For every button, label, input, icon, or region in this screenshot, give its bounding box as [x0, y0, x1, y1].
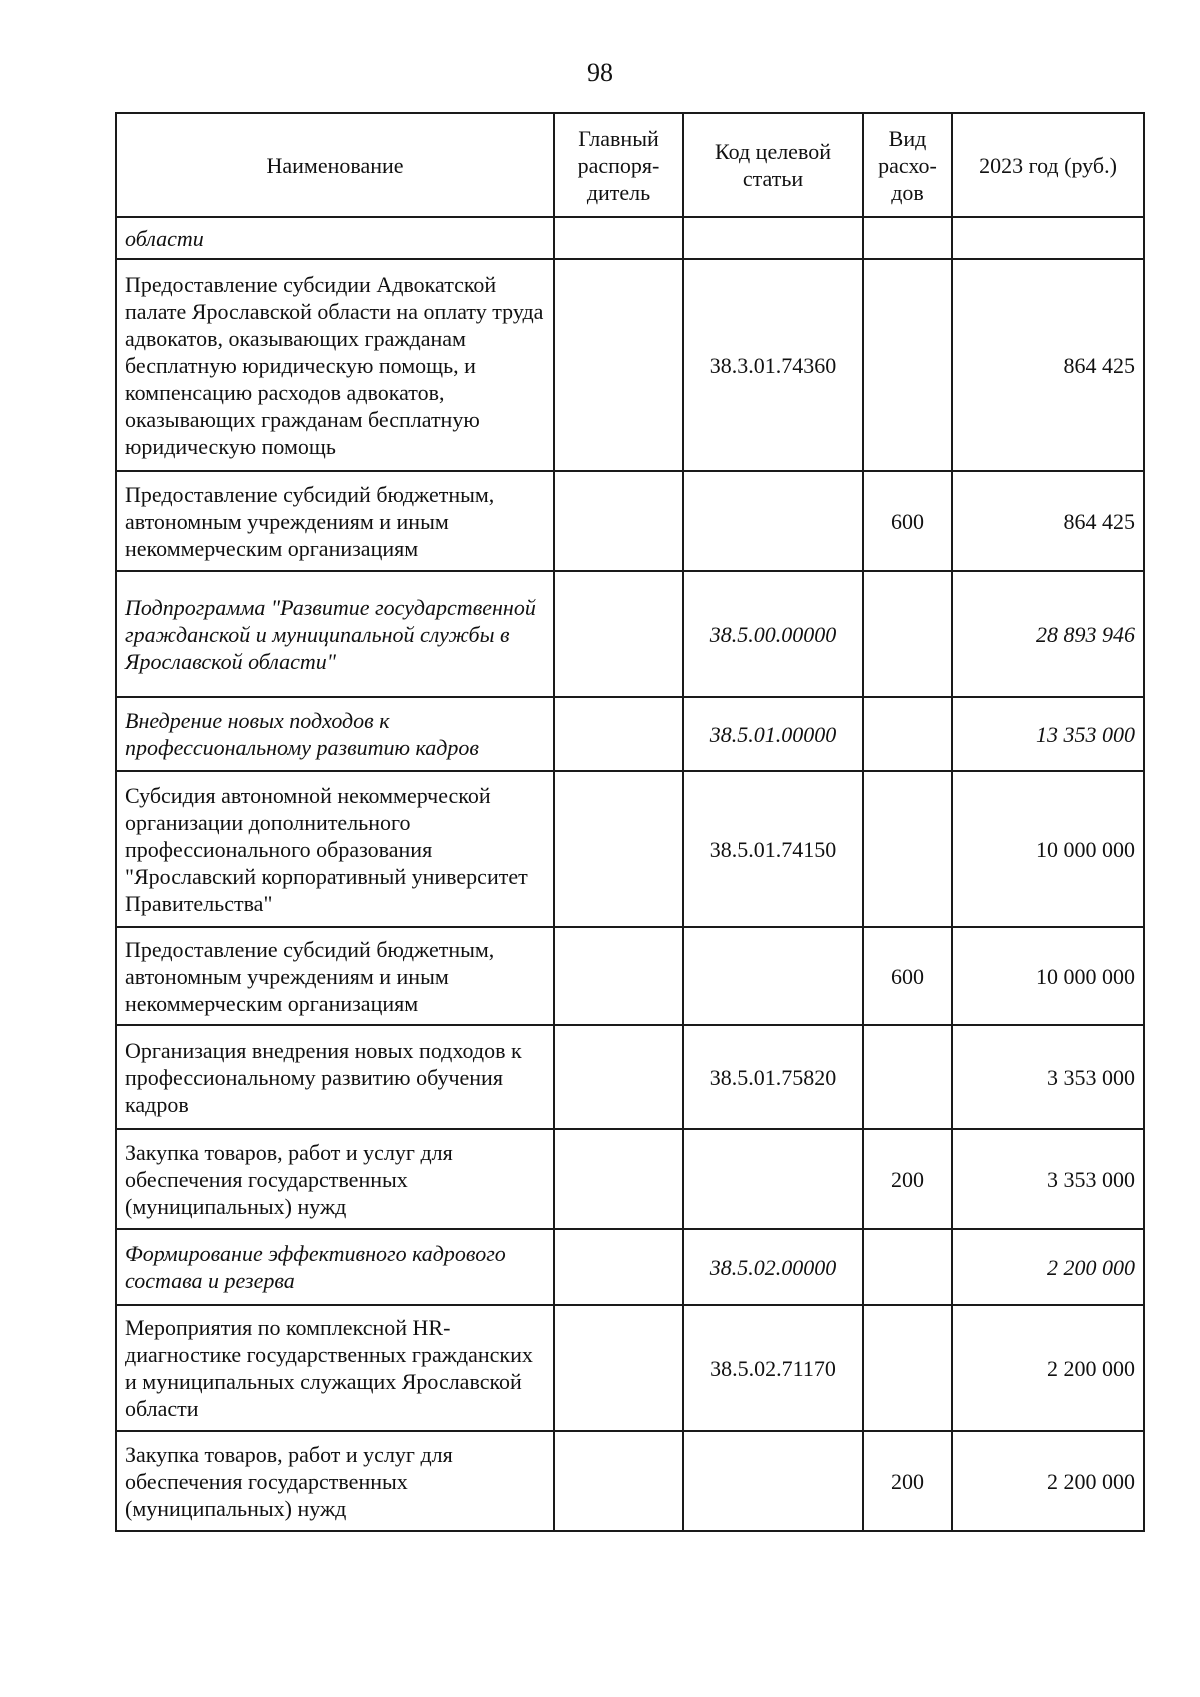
- cell-amount: [952, 217, 1144, 259]
- cell-code: 38.5.01.75820: [683, 1025, 863, 1129]
- cell-amount: 3 353 000: [952, 1129, 1144, 1229]
- table-row: [116, 1305, 1144, 1431]
- cell-type: [863, 771, 952, 927]
- cell-code: [683, 217, 863, 259]
- cell-admin: [554, 217, 683, 259]
- cell-type: 600: [863, 471, 952, 571]
- cell-code: 38.5.02.00000: [683, 1229, 863, 1305]
- cell-name: Субсидия автономной некоммерческой организации дополнительного профессионального образования "Ярославский корпоративный университет Правительства": [116, 771, 554, 927]
- cell-name: Мероприятия по комплексной HR-диагностике государственных гражданских и муниципальных служащих Ярославской области: [116, 1305, 554, 1431]
- cell-type: [863, 259, 952, 471]
- cell-code: 38.5.01.00000: [683, 697, 863, 771]
- table-row: [116, 259, 1144, 471]
- table-row: [116, 697, 1144, 771]
- cell-amount: 13 353 000: [952, 697, 1144, 771]
- table-row: [116, 217, 1144, 259]
- cell-admin: [554, 1129, 683, 1229]
- cell-code: 38.5.02.71170: [683, 1305, 863, 1431]
- cell-admin: [554, 771, 683, 927]
- cell-admin: [554, 1305, 683, 1431]
- cell-admin: [554, 259, 683, 471]
- cell-admin: [554, 697, 683, 771]
- cell-amount: 28 893 946: [952, 571, 1144, 697]
- header-name: Наименование: [116, 113, 554, 217]
- cell-type: [863, 217, 952, 259]
- cell-type: [863, 1305, 952, 1431]
- table-row: [116, 1229, 1144, 1305]
- table-row: [116, 927, 1144, 1025]
- cell-name: Формирование эффективного кадрового состава и резерва: [116, 1229, 554, 1305]
- table-header: [116, 113, 1144, 217]
- table-body: [116, 217, 1144, 1531]
- header-type: Вид расхо-дов: [863, 113, 952, 217]
- table-row: [116, 1025, 1144, 1129]
- cell-amount: 2 200 000: [952, 1305, 1144, 1431]
- cell-code: [683, 927, 863, 1025]
- cell-type: [863, 1229, 952, 1305]
- cell-type: 200: [863, 1431, 952, 1531]
- cell-amount: 10 000 000: [952, 927, 1144, 1025]
- cell-name: Организация внедрения новых подходов к профессиональному развитию обучения кадров: [116, 1025, 554, 1129]
- cell-amount: 2 200 000: [952, 1431, 1144, 1531]
- cell-admin: [554, 1431, 683, 1531]
- budget-table: [115, 112, 1145, 1532]
- table-row: [116, 571, 1144, 697]
- cell-code: 38.3.01.74360: [683, 259, 863, 471]
- cell-type: 200: [863, 1129, 952, 1229]
- cell-type: [863, 697, 952, 771]
- cell-amount: 864 425: [952, 471, 1144, 571]
- cell-admin: [554, 1229, 683, 1305]
- cell-admin: [554, 571, 683, 697]
- header-amount: 2023 год (руб.): [952, 113, 1144, 217]
- cell-type: [863, 571, 952, 697]
- cell-type: 600: [863, 927, 952, 1025]
- cell-name: Внедрение новых подходов к профессиональному развитию кадров: [116, 697, 554, 771]
- cell-type: [863, 1025, 952, 1129]
- header-code: Код целевой статьи: [683, 113, 863, 217]
- cell-name: Предоставление субсидий бюджетным, автономным учреждениям и иным некоммерческим организациям: [116, 471, 554, 571]
- cell-code: [683, 1129, 863, 1229]
- cell-amount: 10 000 000: [952, 771, 1144, 927]
- header-admin: Главный распоря-дитель: [554, 113, 683, 217]
- cell-name: Закупка товаров, работ и услуг для обеспечения государственных (муниципальных) нужд: [116, 1129, 554, 1229]
- table-row: [116, 771, 1144, 927]
- cell-amount: 2 200 000: [952, 1229, 1144, 1305]
- cell-name: области: [116, 217, 554, 259]
- cell-admin: [554, 927, 683, 1025]
- cell-code: 38.5.01.74150: [683, 771, 863, 927]
- cell-name: Предоставление субсидий бюджетным, автономным учреждениям и иным некоммерческим организациям: [116, 927, 554, 1025]
- cell-admin: [554, 471, 683, 571]
- table-row: [116, 1431, 1144, 1531]
- table-row: [116, 1129, 1144, 1229]
- cell-name: Подпрограмма "Развитие государственной гражданской и муниципальной службы в Ярославской области": [116, 571, 554, 697]
- cell-admin: [554, 1025, 683, 1129]
- table-row: [116, 471, 1144, 571]
- cell-code: [683, 471, 863, 571]
- cell-code: 38.5.00.00000: [683, 571, 863, 697]
- cell-name: Закупка товаров, работ и услуг для обеспечения государственных (муниципальных) нужд: [116, 1431, 554, 1531]
- page-number: 98: [587, 58, 613, 87]
- cell-amount: 3 353 000: [952, 1025, 1144, 1129]
- cell-amount: 864 425: [952, 259, 1144, 471]
- cell-code: [683, 1431, 863, 1531]
- cell-name: Предоставление субсидии Адвокатской палате Ярославской области на оплату труда адвокатов, оказывающих гражданам бесплатную юридическую помощь, и компенсацию расходов адвокатов, оказывающих гражданам бесплатную юридическую помощь: [116, 259, 554, 471]
